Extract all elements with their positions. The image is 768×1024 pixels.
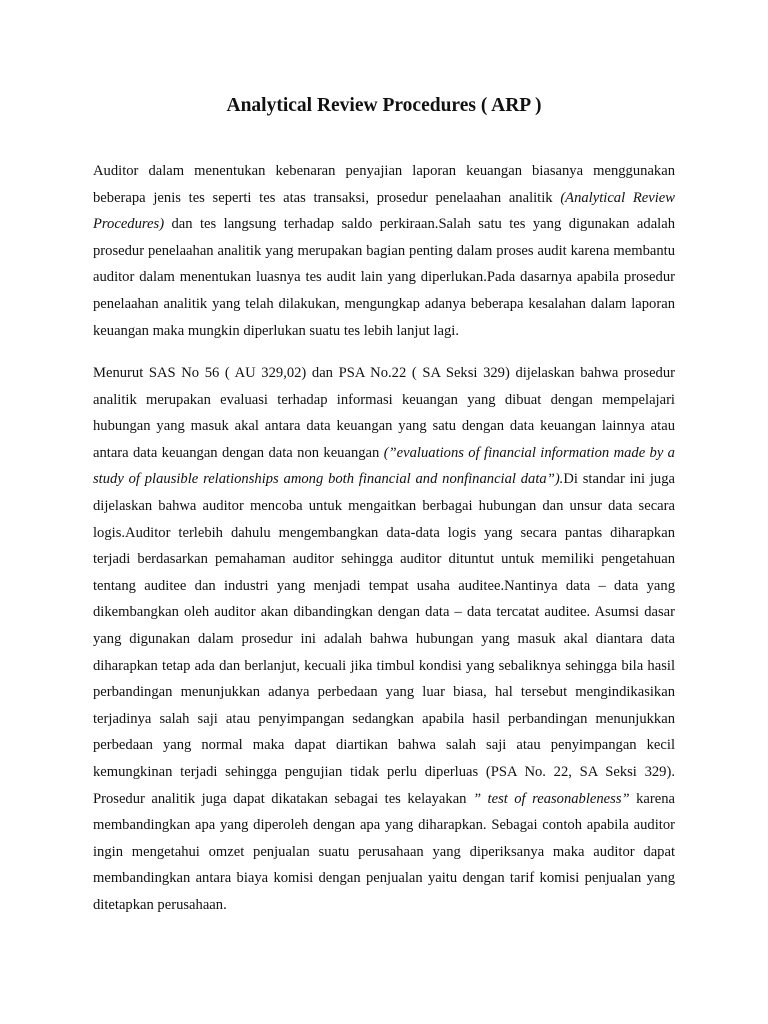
document-title: Analytical Review Procedures ( ARP ) — [226, 95, 542, 116]
paragraph-2-text-b: Di standar ini juga dijelaskan bahwa auditor mencoba untuk mengaitkan berbagai hubungan dan unsur data secara logis.Auditor terlebih dahulu mengembangkan data-data logis yang secara pantas diharapkan terjadi berdasarkan pemahaman auditor sehingga auditor dituntut untuk memiliki pengetahuan tentang auditee dan industri yang menjadi tempat usaha auditee.Nantinya data – data yang dikembangkan oleh auditor akan dibandingkan dengan data – data tercatat auditee. Asumsi dasar yang digunakan dalam prosedur ini adalah bahwa hubungan yang masuk akal diantara data diharapkan tetap ada dan berlanjut, kecuali jika timbul kondisi yang sebaliknya sehingga bila hasil perbandingan menunjukkan adanya perbedaan yang luar biasa, hal tersebut mengindikasikan terjadinya salah saji atau penyimpangan sedangkan apabila hasil perbandingan menunjukkan perbedaan yang normal maka dapat diartikan bahwa salah saji atau penyimpangan kecil kemungkinan terjadi sehingga pengujian tidak perlu diperluas (PSA No. 22, SA Seksi 329). Prosedur analitik juga dapat dikatakan sebagai tes kelayakan — [93, 471, 675, 807]
paragraph-2-text-c: karena membandingkan apa yang diperoleh dengan apa yang diharapkan. Sebagai contoh apabila auditor ingin mengetahui omzet penjualan suatu perusahaan yang diperiksanya maka auditor dapat membandingkan antara biaya komisi dengan penjualan yaitu dengan tarif komisi penjualan yang ditetapkan perusahaan. — [93, 790, 675, 913]
paragraph-2-text-a: Menurut SAS No 56 ( AU 329,02) dan PSA No.22 ( SA Seksi 329) dijelaskan bahwa prosedur analitik merupakan evaluasi terhadap informasi keuangan yang dibuat dengan mempelajari hubungan yang masuk akal antara data keuangan yang satu dengan data keuangan lainnya atau antara data keuangan dengan data non keuangan — [93, 365, 675, 461]
paragraph-2-italic-term: ” test of reasonableness” — [472, 790, 630, 807]
paragraph-2 — [93, 360, 675, 918]
paragraph-1 — [93, 158, 675, 344]
paragraph-1-text-a: Auditor dalam menentukan kebenaran penyajian laporan keuangan biasanya menggunakan beberapa jenis tes seperti tes atas transaksi, prosedur penelaahan analitik — [93, 163, 675, 206]
paragraph-1-text-b: dan tes langsung terhadap saldo perkiraan.Salah satu tes yang digunakan adalah prosedur penelaahan analitik yang merupakan bagian penting dalam proses audit karena membantu auditor dalam menentukan luasnya tes audit lain yang diperlukan.Pada dasarnya apabila prosedur penelaahan analitik yang telah dilakukan, mengungkap adanya beberapa kesalahan dalam laporan keuangan maka mungkin diperlukan suatu tes lebih lanjut lagi. — [93, 216, 675, 339]
paragraph-1-italic-term: (Analytical Review Procedures) — [93, 189, 675, 233]
paragraph-2-italic-quote: (”evaluations of financial information made by a study of plausible relationships among both financial and nonfinancial data”). — [93, 444, 675, 488]
